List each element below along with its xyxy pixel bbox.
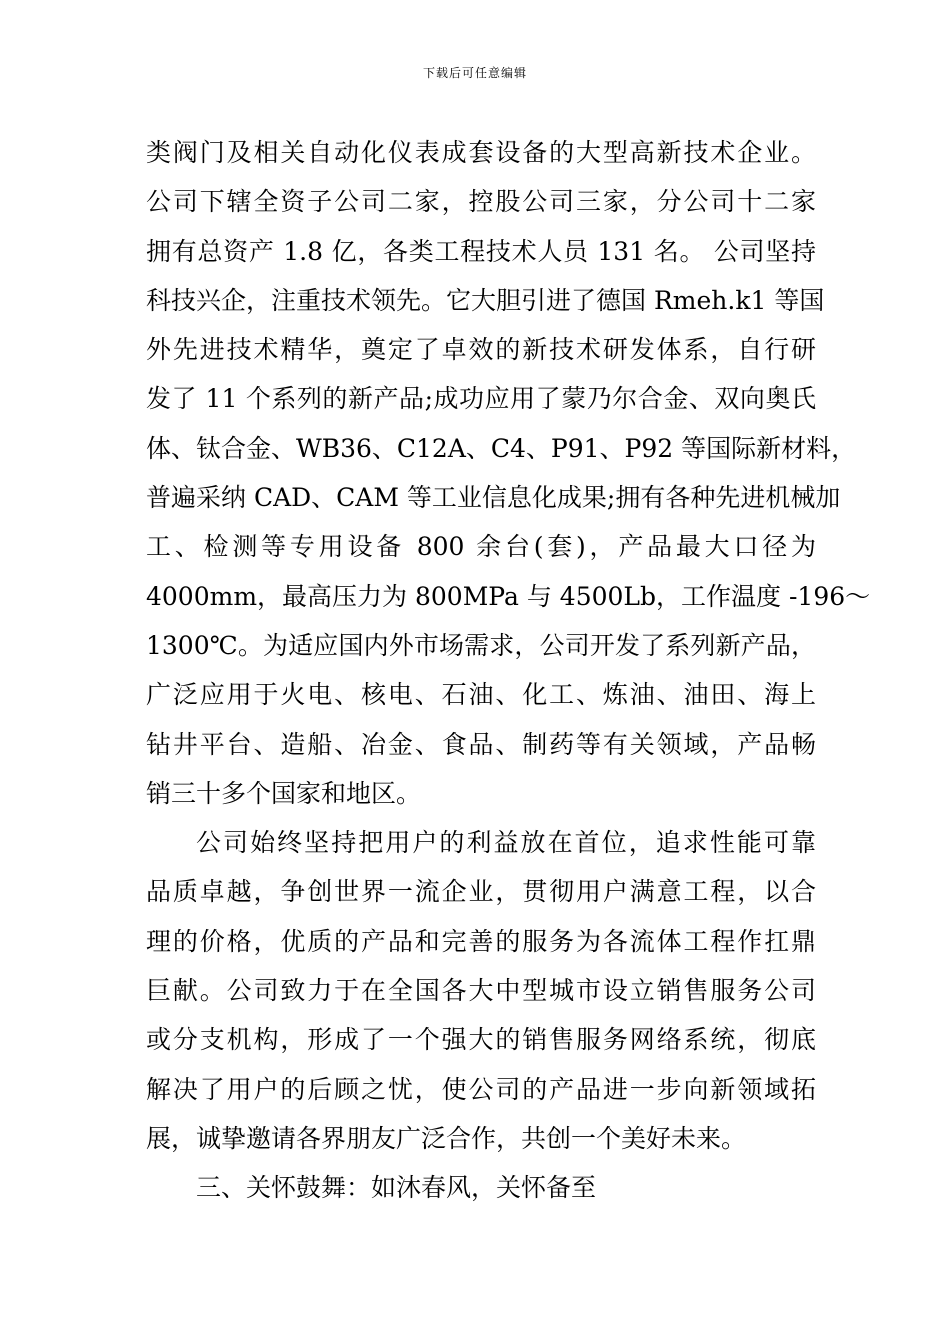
- text-line: 解决了用户的后顾之忧，使公司的产品进一步向新领域拓: [146, 1074, 816, 1104]
- text-line: 外先进技术精华，奠定了卓效的新技术研发体系，自行研: [146, 335, 816, 365]
- text-line: 钻井平台、造船、冶金、食品、制药等有关领域，产品畅: [146, 729, 816, 759]
- page-header: 下载后可任意编辑: [422, 66, 527, 80]
- text-line: 工、检测等专用设备 800 余台(套)，产品最大口径为: [146, 532, 816, 562]
- text-line: 巨献。公司致力于在全国各大中型城市设立销售服务公司: [146, 976, 816, 1006]
- text-line: 销三十多个国家和地区。: [146, 778, 422, 808]
- text-line: 公司始终坚持把用户的利益放在首位，追求性能可靠: [196, 828, 816, 858]
- text-line: 普遍采纳 CAD、CAM 等工业信息化成果;拥有各种先进机械加: [146, 483, 841, 513]
- text-line: 1300℃。为适应国内外市场需求，公司开发了系列新产品，: [146, 630, 816, 660]
- text-line: 类阀门及相关自动化仪表成套设备的大型高新技术企业。: [146, 138, 816, 167]
- text-line: 体、钛合金、WB36、C12A、C4、P91、P92 等国际新材料，: [146, 433, 857, 463]
- text-line: 公司下辖全资子公司二家，控股公司三家，分公司十二家: [146, 187, 816, 217]
- text-line: 理的价格，优质的产品和完善的服务为各流体工程作扛鼎: [146, 926, 816, 956]
- paragraph-company-overview: [146, 128, 871, 818]
- text-line: 4000mm，最高压力为 800MPa 与 4500Lb，工作温度 -196～: [146, 581, 871, 611]
- text-line: 品质卓越，争创世界一流企业，贯彻用户满意工程，以合: [146, 877, 816, 907]
- document-body: [146, 128, 871, 1213]
- text-line: 拥有总资产 1.8 亿，各类工程技术人员 131 名。 公司坚持: [146, 236, 816, 266]
- paragraph-customer-commitment: [146, 818, 816, 1163]
- text-line: 展，诚挚邀请各界朋友广泛合作，共创一个美好未来。: [146, 1123, 747, 1153]
- text-line: 发了 11 个系列的新产品;成功应用了蒙乃尔合金、双向奥氏: [146, 384, 816, 414]
- text-line: 或分支机构，形成了一个强大的销售服务网络系统，彻底: [146, 1025, 816, 1055]
- text-line: 广泛应用于火电、核电、石油、化工、炼油、油田、海上: [146, 680, 816, 710]
- text-line: 科技兴企，注重技术领先。它大胆引进了德国 Rmeh.k1 等国: [146, 285, 825, 315]
- section-heading: 三、关怀鼓舞：如沐春风，关怀备至: [196, 1173, 597, 1203]
